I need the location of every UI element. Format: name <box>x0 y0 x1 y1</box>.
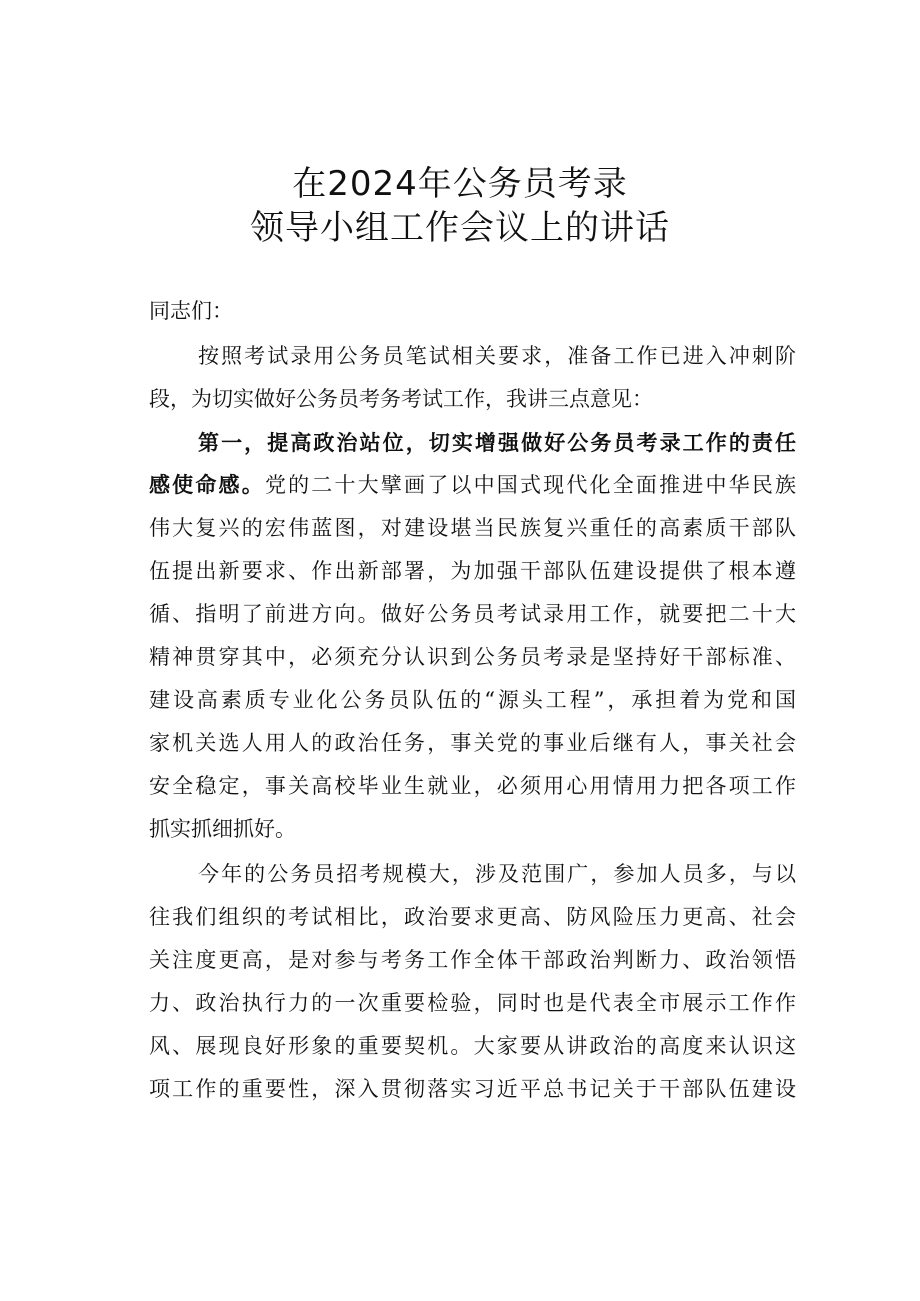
paragraph-2-line-7: 建设高素质专业化公务员队伍的“源头工程”，承担着为党和国 <box>149 688 796 712</box>
title-line-2: 领导小组工作会议上的讲话 <box>250 208 670 248</box>
paragraph-2-line-9: 安全稳定，事关高校毕业生就业，必须用心用情用力把各项工作 <box>149 774 796 798</box>
paragraph-2-line-4: 伍提出新要求、作出新部署，为加强干部队伍建设提供了根本遵 <box>149 559 796 583</box>
paragraph-3-line-6: 项工作的重要性，深入贯彻落实习近平总书记关于干部队伍建设 <box>149 1077 796 1101</box>
paragraph-3-line-3: 关注度更高，是对参与考务工作全体干部政治判断力、政治领悟 <box>149 948 796 972</box>
paragraph-2-heading-line-1: 第一，提高政治站位，切实增强做好公务员考录工作的责任 <box>198 430 796 455</box>
paragraph-2-line-2-text: 党的二十大擘画了以中国式现代化全面推进中华民族 <box>264 473 797 497</box>
title-line-1: 在2024年公务员考录 <box>292 164 628 204</box>
paragraph-3-line-4: 力、政治执行力的一次重要检验，同时也是代表全市展示工作作 <box>149 991 796 1015</box>
paragraph-2-line-8: 家机关选人用人的政治任务，事关党的事业后继有人，事关社会 <box>149 731 796 755</box>
paragraph-3-line-5: 风、展现良好形象的重要契机。大家要从讲政治的高度来认识这 <box>149 1034 796 1058</box>
paragraph-2-line-5: 循、指明了前进方向。做好公务员考试录用工作，就要把二十大 <box>149 602 796 626</box>
paragraph-2-line-6: 精神贯穿其中，必须充分认识到公务员考录是坚持好干部标准、 <box>149 645 796 669</box>
paragraph-2-line-3: 伟大复兴的宏伟蓝图，对建设堪当民族复兴重任的高素质干部队 <box>149 516 796 540</box>
paragraph-2-heading-end: 感使命感。 <box>149 472 265 497</box>
paragraph-3-line-2: 往我们组织的考试相比，政治要求更高、防风险压力更高、社会 <box>149 905 796 929</box>
paragraph-3-line-1: 今年的公务员招考规模大，涉及范围广，参加人员多，与以 <box>198 862 796 886</box>
salutation: 同志们： <box>149 299 233 323</box>
paragraph-2-line-2 <box>149 470 796 500</box>
paragraph-2-line-10: 抓实抓细抓好。 <box>149 817 296 841</box>
paragraph-1-line-1: 按照考试录用公务员笔试相关要求，准备工作已进入冲刺阶 <box>198 344 796 368</box>
paragraph-1-line-2: 段，为切实做好公务员考务考试工作，我讲三点意见： <box>149 387 653 411</box>
